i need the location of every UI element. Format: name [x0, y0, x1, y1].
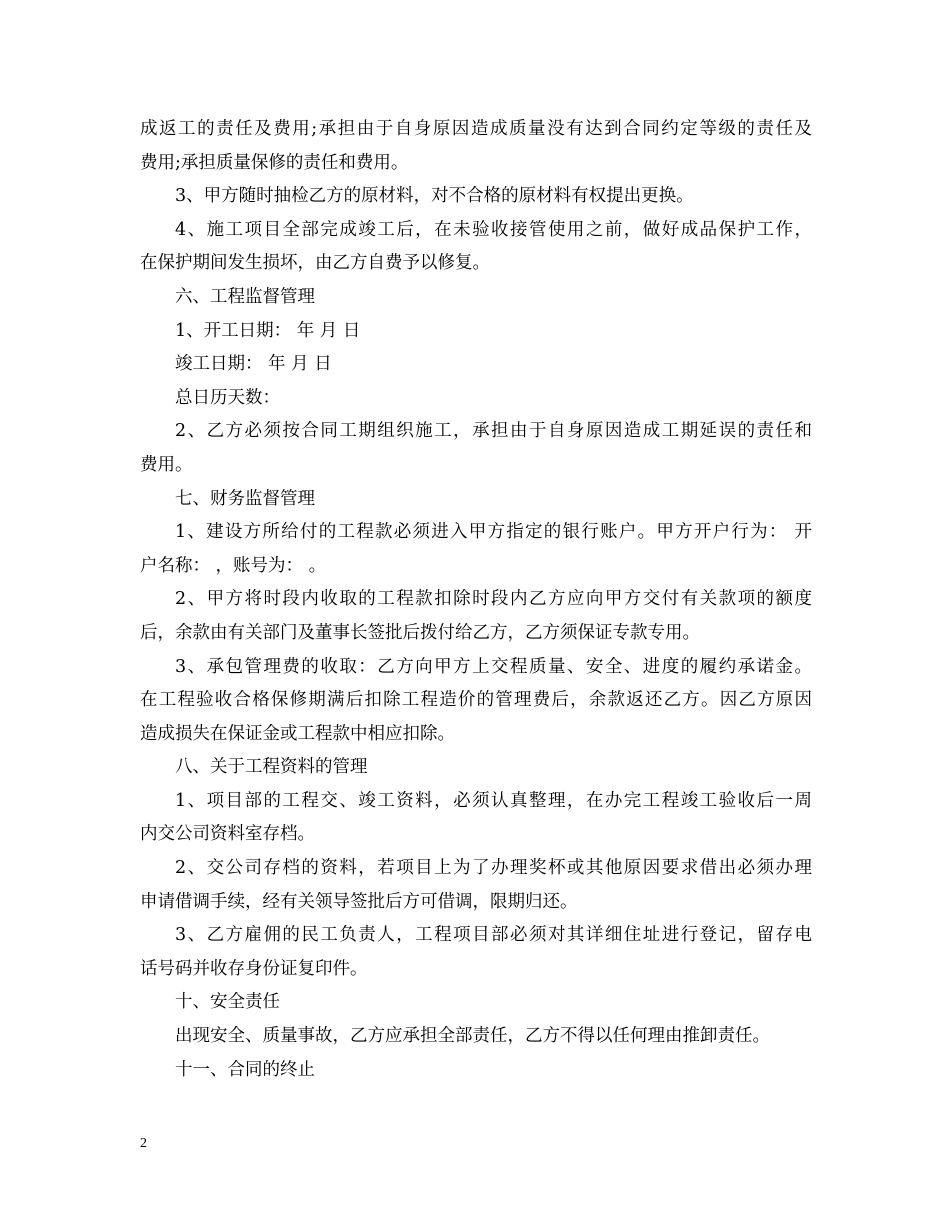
text-line: 4、施工项目全部完成竣工后，在未验收接管使用之前，做好成品保护工作，	[175, 219, 812, 240]
text-line: 后，余款由有关部门及董事长签批后拨付给乙方，乙方须保证专款专用。	[140, 622, 700, 643]
text-line: 1、建设方所给付的工程款必须进入甲方指定的银行账户。甲方开户行为： 开	[175, 522, 812, 543]
text-line: 2、交公司存档的资料，若项目上为了办理奖杯或其他原因要求借出必须办理	[175, 858, 812, 879]
text-line: 费用;承担质量保修的责任和费用。	[140, 152, 409, 173]
text-line: 七、财务监督管理	[175, 488, 315, 509]
text-line: 2、乙方必须按合同工期组织施工，承担由于自身原因造成工期延误的责任和	[175, 421, 812, 442]
text-line: 申请借调手续，经有关领导签批后方可借调，限期归还。	[140, 891, 578, 912]
text-line: 1、项目部的工程交、竣工资料，必须认真整理，在办完工程竣工验收后一周	[175, 790, 812, 811]
text-line: 话号码并收存身份证复印件。	[140, 958, 368, 979]
document-body	[140, 113, 812, 1087]
text-line: 造成损失在保证金或工程款中相应扣除。	[140, 723, 455, 744]
page-number: 2	[140, 1136, 147, 1151]
text-line: 总日历天数：	[175, 387, 280, 408]
text-line: 1、开工日期： 年 月 日	[175, 320, 361, 341]
text-line: 3、承包管理费的收取：乙方向甲方上交程质量、安全、进度的履约承诺金。	[175, 656, 812, 677]
text-line: 在工程验收合格保修期满后扣除工程造价的管理费后，余款返还乙方。因乙方原因	[140, 690, 812, 711]
text-line: 3、乙方雇佣的民工负责人，工程项目部必须对其详细住址进行登记，留存电	[175, 925, 812, 946]
text-line: 出现安全、质量事故，乙方应承担全部责任，乙方不得以任何理由推卸责任。	[175, 1026, 770, 1047]
text-line: 竣工日期： 年 月 日	[175, 354, 332, 375]
text-line: 十一、合同的终止	[175, 1059, 315, 1080]
text-line: 六、工程监督管理	[175, 286, 315, 307]
text-line: 十、安全责任	[175, 992, 280, 1013]
text-line: 3、甲方随时抽检乙方的原材料，对不合格的原材料有权提出更换。	[175, 186, 694, 207]
text-line: 成返工的责任及费用;承担由于自身原因造成质量没有达到合同约定等级的责任及	[140, 119, 812, 139]
text-line: 费用。	[140, 454, 193, 475]
text-line: 户名称： ，账号为： 。	[140, 555, 327, 576]
text-line: 2、甲方将时段内收取的工程款扣除时段内乙方应向甲方交付有关款项的额度	[175, 589, 812, 610]
text-line: 八、关于工程资料的管理	[175, 757, 368, 778]
text-line: 内交公司资料室存档。	[140, 824, 315, 845]
text-line: 在保护期间发生损坏，由乙方自费予以修复。	[140, 253, 490, 274]
